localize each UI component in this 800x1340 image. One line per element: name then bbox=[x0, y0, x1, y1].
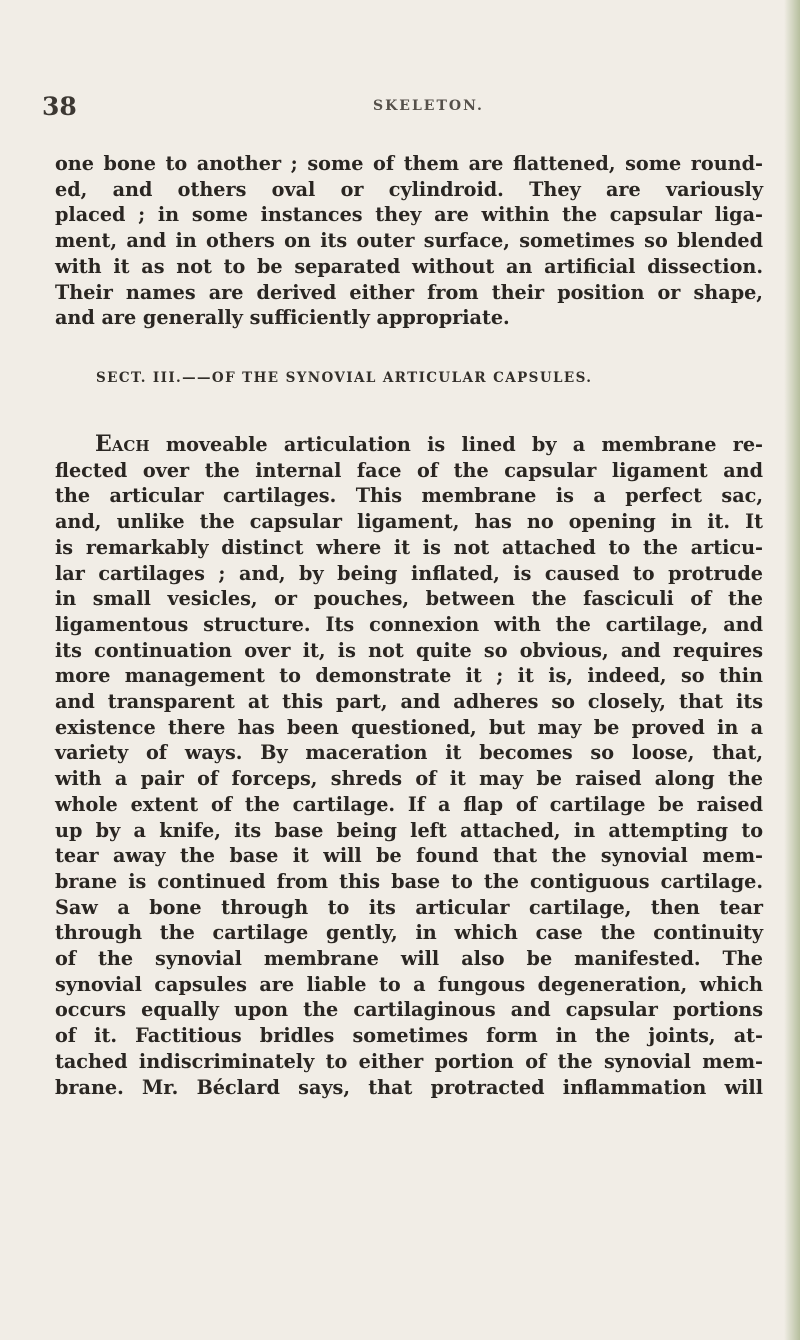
text-line: its continuation over it, is not quite so obvious, and requires bbox=[55, 638, 763, 662]
text-line: occurs equally upon the cartilaginous and capsular portions bbox=[55, 998, 763, 1022]
text-line: flected over the internal face of the capsular ligament and bbox=[55, 458, 763, 482]
text-line: in small vesicles, or pouches, between the fasciculi of the bbox=[55, 587, 763, 611]
text-line: ment, and in others on its outer surface, sometimes so blended bbox=[55, 229, 763, 253]
text-line: placed ; in some instances they are within the capsular liga- bbox=[55, 203, 763, 227]
text-line: tached indiscriminately to either portion of the synovial mem- bbox=[55, 1049, 763, 1073]
first-word: Each bbox=[95, 431, 150, 457]
text-line: up by a knife, its base being left attached, in attempting to bbox=[55, 818, 763, 842]
text-line: and, unlike the capsular ligament, has no opening in it. It bbox=[55, 510, 763, 534]
text-line: is remarkably distinct where it is not attached to the articu- bbox=[55, 535, 763, 559]
text-line-first bbox=[55, 432, 763, 458]
text-line: tear away the base it will be found that the synovial mem- bbox=[55, 844, 763, 868]
text-line: synovial capsules are liable to a fungous degeneration, which bbox=[55, 972, 763, 996]
text-line: variety of ways. By maceration it becomes so loose, that, bbox=[55, 741, 763, 765]
text-line: Saw a bone through to its articular cartilage, then tear bbox=[55, 895, 763, 919]
text-line: brane. Mr. Béclard says, that protracted inflammation will bbox=[55, 1075, 763, 1099]
text-line: more management to demonstrate it ; it is, indeed, so thin bbox=[55, 664, 763, 688]
text-line: with it as not to be separated without an artificial dissection. bbox=[55, 254, 763, 278]
text-line: whole extent of the cartilage. If a flap of cartilage be raised bbox=[55, 792, 763, 816]
running-head bbox=[42, 92, 762, 121]
page-edge-shadow bbox=[784, 0, 800, 1340]
paragraph-synovial-capsules bbox=[55, 432, 763, 1100]
text-line: ligamentous structure. Its connexion with the cartilage, and bbox=[55, 612, 763, 636]
text-line: Their names are derived either from their position or shape, bbox=[55, 280, 763, 304]
text-line: of it. Factitious bridles sometimes form in the joints, at- bbox=[55, 1024, 763, 1048]
text-line: and transparent at this part, and adheres so closely, that its bbox=[55, 690, 763, 714]
first-line-rest: moveable articulation is lined by a membrane re- bbox=[149, 433, 763, 456]
text-line: brane is continued from this base to the contiguous cartilage. bbox=[55, 869, 763, 893]
text-line: lar cartilages ; and, by being inflated, is caused to protrude bbox=[55, 561, 763, 585]
running-title: SKELETON. bbox=[373, 98, 484, 114]
paragraph-continued bbox=[55, 151, 763, 331]
text-line: of the synovial membrane will also be manifested. The bbox=[55, 947, 763, 971]
text-line: the articular cartilages. This membrane is a perfect sac, bbox=[55, 484, 763, 508]
page-number: 38 bbox=[42, 92, 77, 121]
text-line: ed, and others oval or cylindroid. They are variously bbox=[55, 177, 763, 201]
text-line: one bone to another ; some of them are flattened, some round- bbox=[55, 152, 763, 175]
text-line: with a pair of forceps, shreds of it may be raised along the bbox=[55, 767, 763, 791]
section-heading: SECT. III.——OF THE SYNOVIAL ARTICULAR CAPSULES. bbox=[96, 370, 593, 386]
text-line: and are generally sufficiently appropriate. bbox=[55, 306, 510, 330]
text-line: existence there has been questioned, but may be proved in a bbox=[55, 715, 763, 739]
text-line: through the cartilage gently, in which case the continuity bbox=[55, 921, 763, 945]
